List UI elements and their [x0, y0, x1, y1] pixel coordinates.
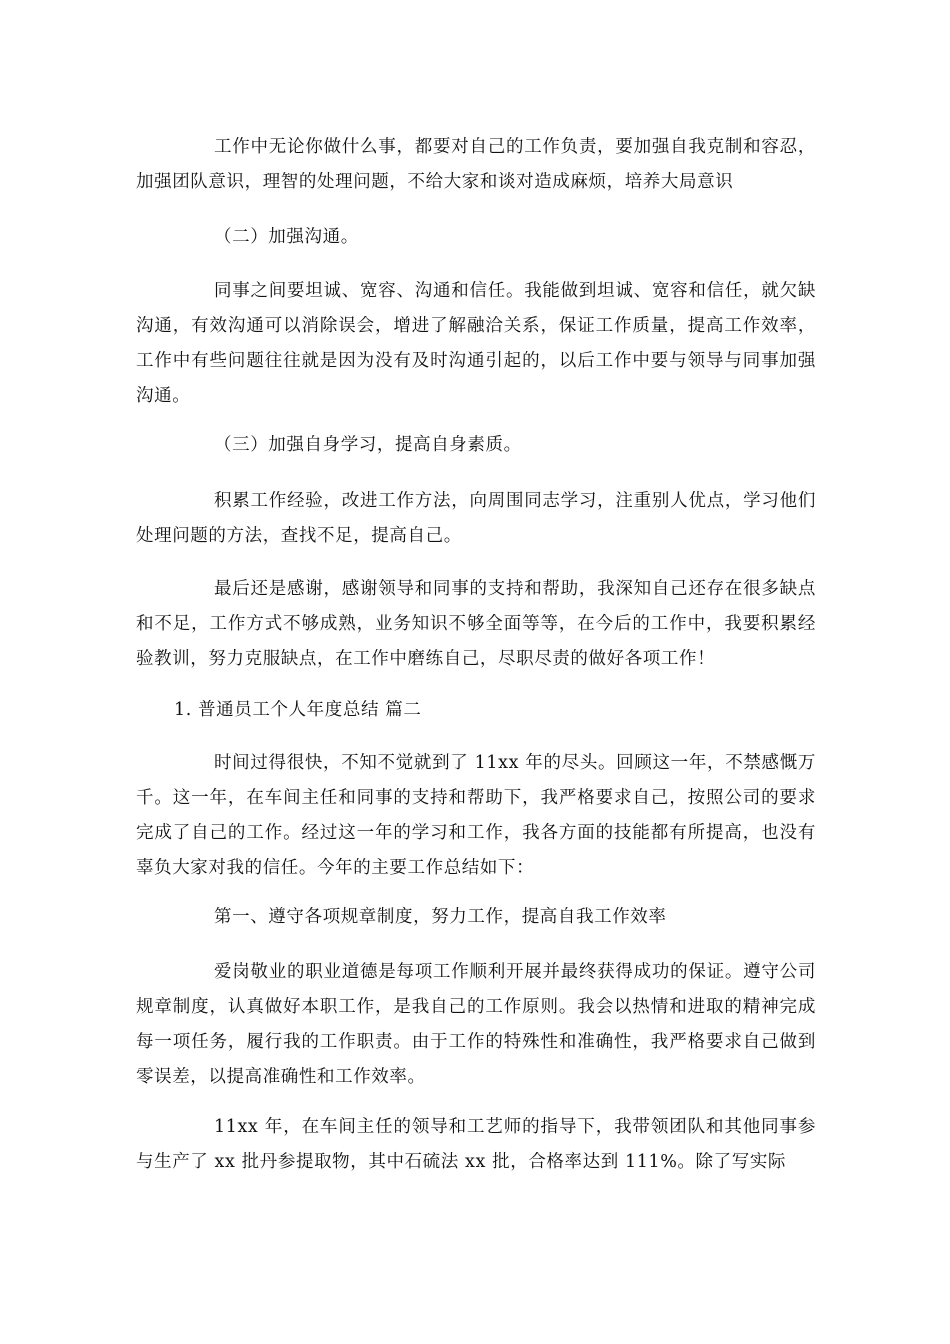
- section-heading-self-study: （三）加强自身学习，提高自身素质。: [214, 435, 522, 455]
- article-title-part-two: 1. 普通员工个人年度总结 篇二: [174, 700, 422, 720]
- paragraph-self-study: 积累工作经验，改进工作方法，向周围同志学习，注重别人优点，学习他们处理问题的方法，查找不足，提高自己。: [136, 491, 816, 546]
- section-heading-communication: （二）加强沟通。: [214, 227, 359, 247]
- paragraph-production: 11xx 年，在车间主任的领导和工艺师的指导下，我带领团队和其他同事参与生产了 xx 批丹参提取物，其中石硫法 xx 批，合格率达到 111%。除了写实际: [136, 1117, 816, 1172]
- paragraph-work-ethic: 爱岗敬业的职业道德是每项工作顺利开展并最终获得成功的保证。遵守公司规章制度，认真做好本职工作，是我自己的工作原则。我会以热情和进取的精神完成每一项任务，履行我的工作职责。由于工作的特殊性和准确性，我严格要求自己做到零误差，以提高准确性和工作效率。: [136, 962, 816, 1087]
- subheading-rules: 第一、遵守各项规章制度，努力工作，提高自我工作效率: [214, 907, 667, 927]
- paragraph-communication: 同事之间要坦诚、宽容、沟通和信任。我能做到坦诚、宽容和信任，就欠缺沟通，有效沟通可以消除误会，增进了解融洽关系，保证工作质量，提高工作效率，工作中有些问题往往就是因为没有及时沟通引起的，以后工作中要与领导与同事加强沟通。: [136, 281, 816, 406]
- paragraph-year-review: 时间过得很快，不知不觉就到了 11xx 年的尽头。回顾这一年，不禁感慨万千。这一年，在车间主任和同事的支持和帮助下，我严格要求自己，按照公司的要求完成了自己的工作。经过这一年的学习和工作，我各方面的技能都有所提高，也没有辜负大家对我的信任。今年的主要工作总结如下：: [136, 753, 816, 878]
- paragraph-thanks: 最后还是感谢，感谢领导和同事的支持和帮助，我深知自己还存在很多缺点和不足，工作方式不够成熟，业务知识不够全面等等，在今后的工作中，我要积累经验教训，努力克服缺点，在工作中磨练自己，尽职尽责的做好各项工作！: [136, 579, 816, 669]
- paragraph-self-discipline: 工作中无论你做什么事，都要对自己的工作负责，要加强自我克制和容忍，加强团队意识，理智的处理问题，不给大家和谈对造成麻烦，培养大局意识: [136, 137, 816, 192]
